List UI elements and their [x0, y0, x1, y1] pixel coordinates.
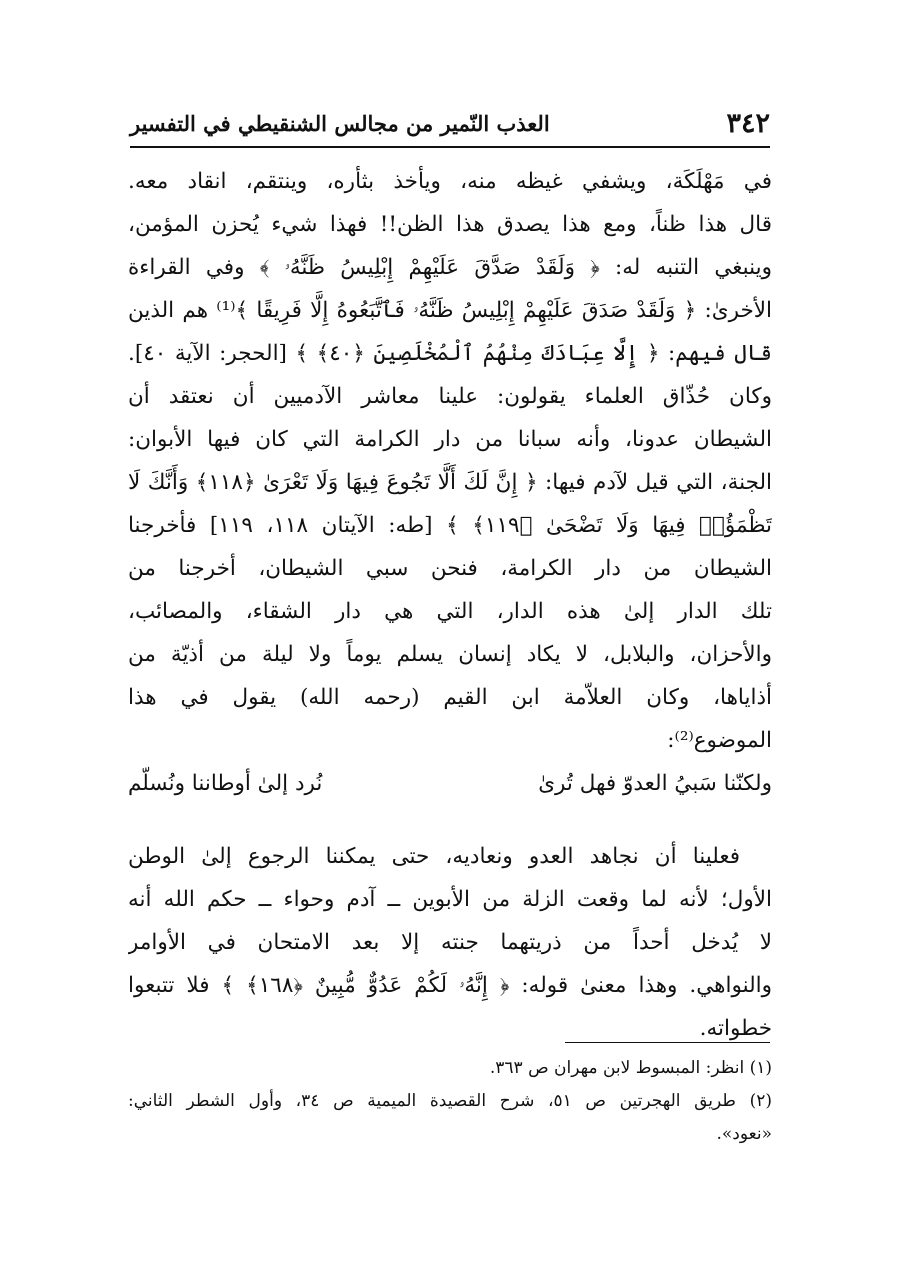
text-line: فعلينا أن نجاهد العدو ونعاديه، حتى يمكننا الرجوع إلىٰ الوطن [128, 844, 740, 869]
poetry-verse [128, 762, 772, 805]
page-number: ٣٤٢ [726, 108, 770, 139]
main-text [128, 160, 772, 1050]
text-line: خطواته. [699, 1016, 772, 1041]
text-line: وكان حُذّاق العلماء يقولون: علينا معاشر الآدميين أن نعتقد أن [128, 384, 772, 409]
text-line: الشيطان من دار الكرامة، فنحن سبي الشيطان، أخرجنا من [128, 556, 772, 581]
text-line: في مَهْلَكَة، ويشفي غيظه منه، ويأخذ بثأره، وينتقم، انقاد معه. [128, 169, 772, 194]
text-line: والنواهي. وهذا معنىٰ قوله: ﴿ إِنَّهُۥ لَكُمْ عَدُوٌّ مُّبِينٌ ﴿١٦٨﴾ ﴾ فلا تتبعوا [128, 973, 772, 998]
verse-second-hemistich: نُرد إلىٰ أوطاننا ونُسلّم [128, 771, 323, 796]
text-line: الموضوع⁽²⁾: [667, 728, 772, 753]
verse-first-hemistich: ولكنّنا سَبيُ العدوّ فهل تُرىٰ [538, 771, 772, 796]
footnote-2-continuation: «نعود». [716, 1124, 772, 1144]
footnotes [128, 1052, 772, 1151]
text-line: تلك الدار إلىٰ هذه الدار، التي هي دار الشقاء، والمصائب، [128, 599, 772, 624]
text-line: وينبغي التنبه له: ﴿ وَلَقَدْ صَدَّقَ عَلَيْهِمْ إِبْلِيسُ ظَنَّهُۥ ﴾ وفي القراءة [128, 255, 772, 280]
verse-spacer [128, 805, 772, 835]
text-line: قال هذا ظناً، ومع هذا يصدق هذا الظن!! فهذا شيء يُحزن المؤمن، [128, 212, 772, 237]
text-line: الجنة، التي قيل لآدم فيها: ﴿ إِنَّ لَكَ أَلَّا تَجُوعَ فِيهَا وَلَا تَعْرَىٰ ﴿١١٨﴾ وَأَنَّكَ لَا [128, 470, 772, 495]
footnote-separator [565, 1042, 770, 1043]
text-line: قال فيهم: ﴿ إِلَّا عِبَادَكَ مِنْهُمُ ٱلْمُخْلَصِينَ ﴿٤٠﴾ ﴾ [الحجر: الآية ٤٠]. [128, 341, 772, 366]
footnote-1: (١) انظر: المبسوط لابن مهران ص ٣٦٣. [489, 1058, 772, 1078]
running-title: العذب النّمير من مجالس الشنقيطي في التفسير [130, 111, 550, 136]
text-line: أذاياها، وكان العلاّمة ابن القيم (رحمه الله) يقول في هذا [128, 685, 772, 710]
header-rule [130, 146, 770, 148]
text-line: لا يُدخل أحداً من ذريتهما جنته إلا بعد الامتحان في الأوامر [128, 930, 772, 955]
text-line: تَظْمَؤُا۟ فِيهَا وَلَا تَضْحَىٰ ﴿١١٩﴾ ﴾ [طه: الآيتان ١١٨، ١١٩] فأخرجنا [128, 513, 772, 538]
text-line: والأحزان، والبلابل، لا يكاد إنسان يسلم يوماً ولا ليلة من أذيّة من [128, 642, 772, 667]
text-line: الأول؛ لأنه لما وقعت الزلة من الأبوين ــ آدم وحواء ــ حكم الله أنه [128, 887, 772, 912]
footnote-2: (٢) طريق الهجرتين ص ٥١، شرح القصيدة الميمية ص ٣٤، وأول الشطر الثاني: [128, 1091, 773, 1111]
text-line: الشيطان عدونا، وأنه سبانا من دار الكرامة التي كان فيها الأبوان: [128, 427, 772, 452]
page-header [130, 100, 770, 144]
text-line: الأخرىٰ: ﴿ وَلَقَدْ صَدَقَ عَلَيْهِمْ إِبْلِيسُ ظَنَّهُۥ فَٱتَّبَعُوهُ إِلَّا فَرِيقًا ﴾⁽¹⁾ هم الذين [128, 298, 772, 323]
